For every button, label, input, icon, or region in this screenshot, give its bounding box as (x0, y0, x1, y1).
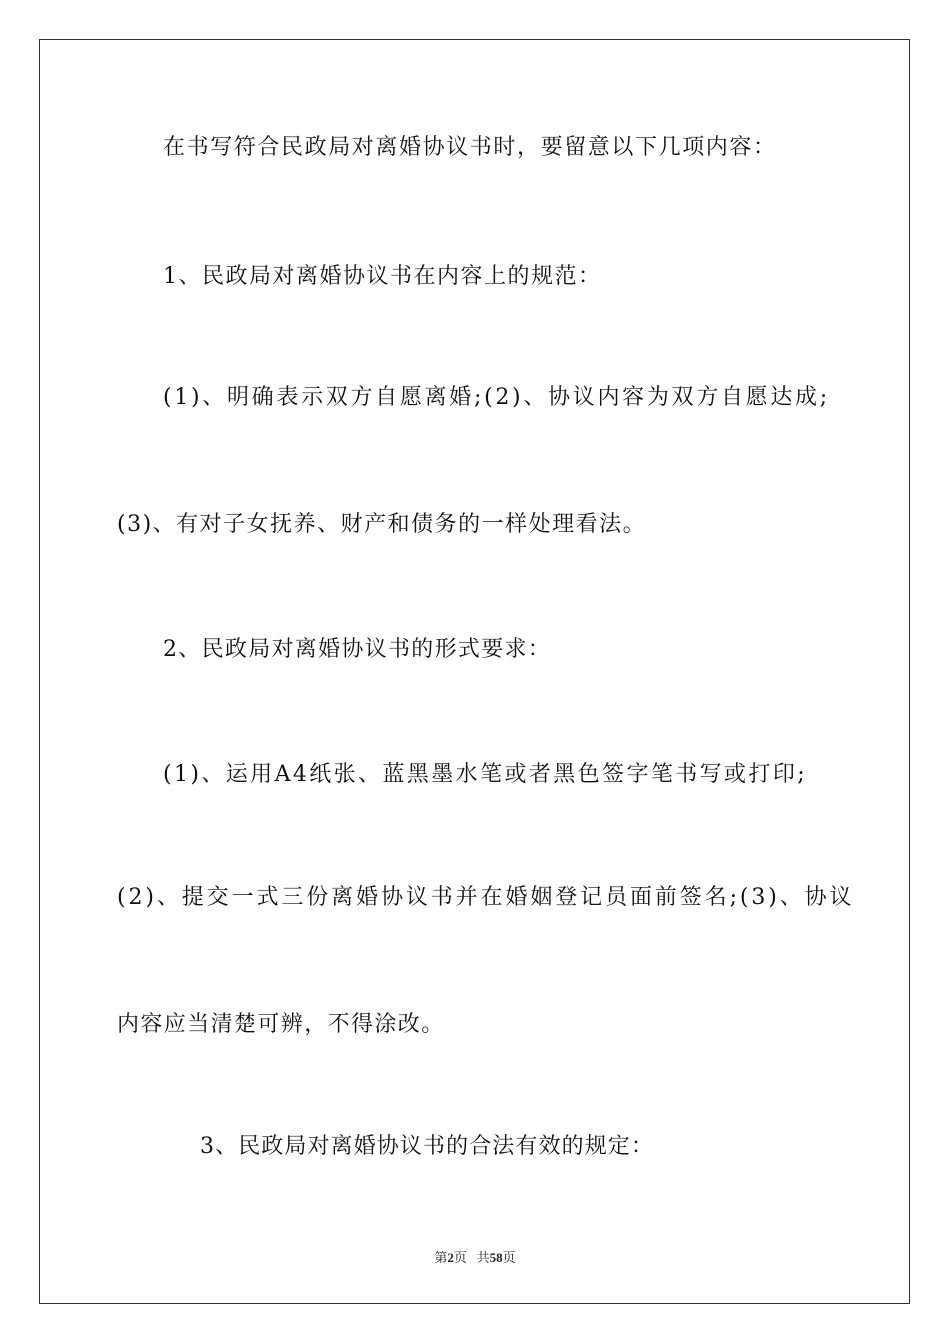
heading-form-requirements: 2、民政局对离婚协议书的形式要求： (163, 637, 552, 662)
paragraph-content-items: (1)、明确表示双方自愿离婚;(2)、协议内容为双方自愿达成; (163, 385, 830, 410)
heading-legal-validity: 3、民政局对离婚协议书的合法有效的规定： (200, 1134, 654, 1159)
paragraph-form-items-cont: (2)、提交一式三份离婚协议书并在婚姻登记员面前签名;(3)、协议 (117, 885, 855, 910)
paragraph-content-items-cont: (3)、有对子女抚养、财产和债务的一样处理看法。 (117, 512, 647, 537)
footer-total-pages: 58 (489, 1250, 503, 1265)
heading-content-norms: 1、民政局对离婚协议书在内容上的规范： (163, 264, 602, 289)
footer-page-prefix: 第 (434, 1250, 448, 1265)
paragraph-form-items: (1)、运用A4纸张、蓝黑墨水笔或者黑色签字笔书写或打印; (163, 762, 808, 787)
footer-page-suffix: 页 (453, 1250, 467, 1265)
footer-total-prefix: 共 (476, 1250, 490, 1265)
page-footer (0, 1247, 950, 1266)
footer-total-suffix: 页 (502, 1250, 516, 1265)
paragraph-intro: 在书写符合民政局对离婚协议书时，要留意以下几项内容： (163, 135, 777, 160)
paragraph-form-items-end: 内容应当清楚可辨，不得涂改。 (117, 1012, 445, 1037)
footer-page-number: 2 (447, 1250, 454, 1265)
page-border (39, 39, 910, 1304)
